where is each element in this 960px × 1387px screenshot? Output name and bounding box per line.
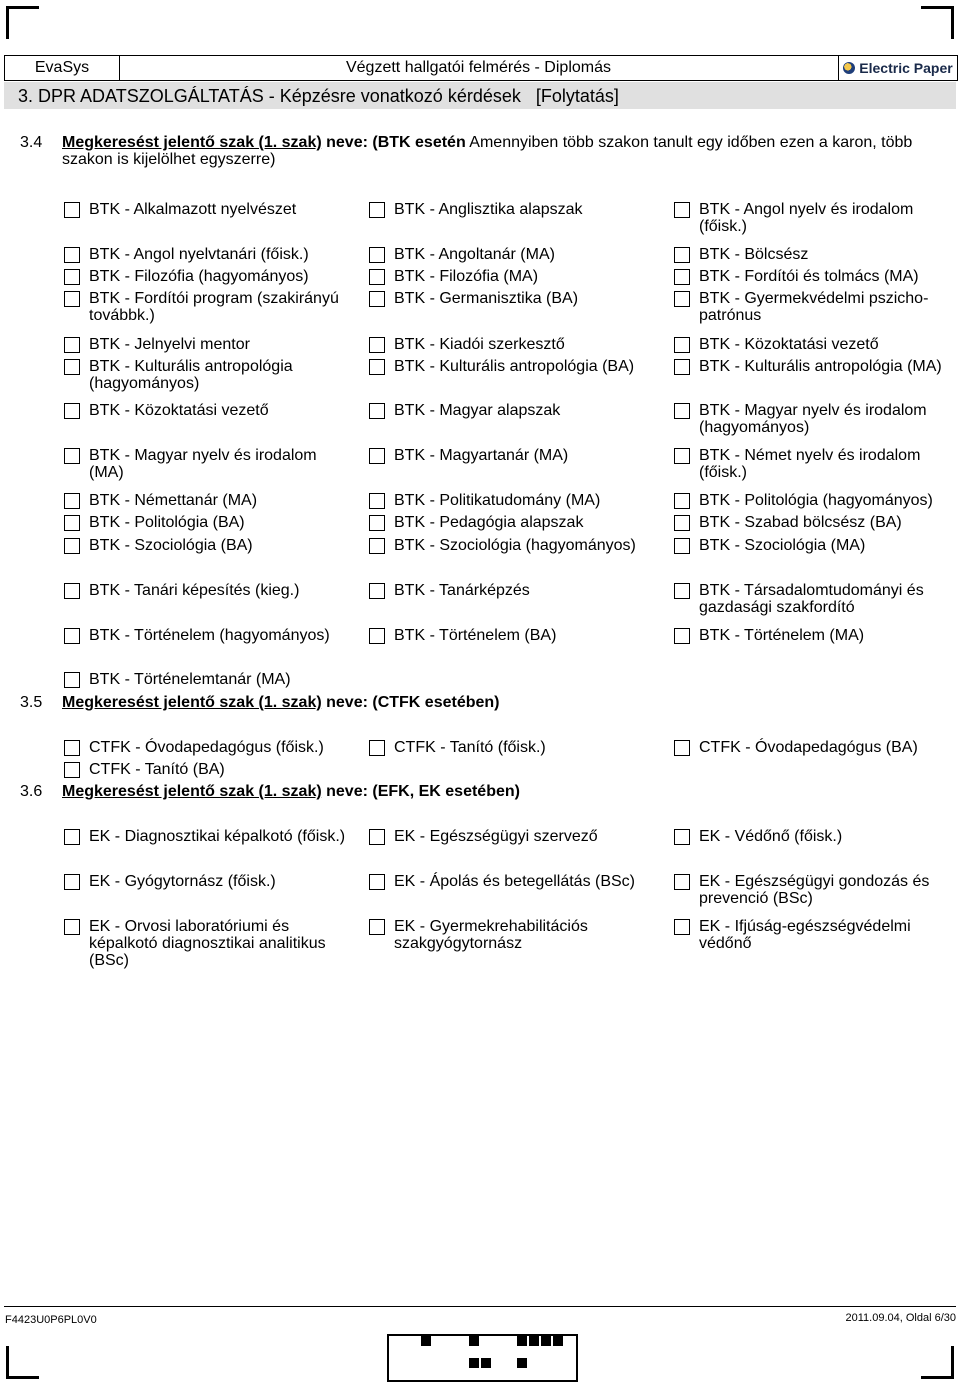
checkbox[interactable]: [674, 291, 690, 307]
checkbox[interactable]: [369, 740, 385, 756]
question-text: Megkeresést jelentő szak (1. szak) neve: (EFK, EK esetében): [62, 783, 520, 800]
checkbox-label: BTK - Filozófia (MA): [394, 268, 539, 285]
checkbox[interactable]: [674, 740, 690, 756]
checkbox-label: BTK - Politológia (hagyományos): [699, 492, 933, 509]
checkbox[interactable]: [369, 247, 385, 263]
checkbox-label: BTK - Jelnyelvi mentor: [89, 336, 250, 353]
checkbox[interactable]: [64, 337, 80, 353]
checkbox-label: BTK - Szociológia (MA): [699, 537, 866, 554]
checkbox-label: BTK - Kiadói szerkesztő: [394, 336, 565, 353]
checkbox[interactable]: [674, 538, 690, 554]
checkbox[interactable]: [674, 403, 690, 419]
date-and-page: 2011.09.04, Oldal 6/30: [845, 1312, 956, 1324]
checkbox[interactable]: [369, 403, 385, 419]
checkbox-label: BTK - Angol nyelv és irodalom (főisk.): [699, 201, 914, 235]
checkbox[interactable]: [674, 874, 690, 890]
checkbox[interactable]: [369, 538, 385, 554]
checkbox[interactable]: [64, 583, 80, 599]
checkbox[interactable]: [369, 202, 385, 218]
form-id: F4423U0P6PL0V0: [5, 1314, 97, 1326]
checkbox-label: BTK - Társadalomtudományi és gazdasági szakfordító: [699, 582, 924, 616]
question-text: Megkeresést jelentő szak (1. szak) neve: (CTFK esetében): [62, 694, 500, 711]
electric-paper-logo-icon: [843, 62, 855, 74]
checkbox[interactable]: [369, 628, 385, 644]
header-app-name: EvaSys: [5, 56, 120, 80]
checkbox[interactable]: [674, 493, 690, 509]
checkbox[interactable]: [369, 919, 385, 935]
checkbox-label: CTFK - Óvodapedagógus (BA): [699, 739, 918, 756]
checkbox-label: BTK - Tanárképzés: [394, 582, 530, 599]
registration-mark-bottom-left: [6, 1346, 39, 1379]
checkbox[interactable]: [674, 919, 690, 935]
checkbox[interactable]: [674, 247, 690, 263]
checkbox[interactable]: [674, 448, 690, 464]
checkbox[interactable]: [674, 829, 690, 845]
checkbox[interactable]: [369, 493, 385, 509]
checkbox-label: EK - Orvosi laboratóriumi és képalkotó diagnosztikai analitikus (BSc): [89, 918, 326, 969]
checkbox[interactable]: [674, 269, 690, 285]
checkbox-label: BTK - Germanisztika (BA): [394, 290, 579, 307]
checkbox[interactable]: [64, 403, 80, 419]
question-number: 3.6: [20, 783, 43, 800]
checkbox[interactable]: [64, 672, 80, 688]
registration-mark-top-right: [921, 6, 954, 39]
question-number: 3.4: [20, 134, 43, 151]
checkbox-label: BTK - Fordítói program (szakirányú továbbk.): [89, 290, 339, 324]
checkbox-label: BTK - Közoktatási vezető: [89, 402, 269, 419]
checkbox[interactable]: [674, 583, 690, 599]
checkbox-label: BTK - Német nyelv és irodalom (főisk.): [699, 447, 921, 481]
checkbox[interactable]: [674, 515, 690, 531]
checkbox-label: EK - Ápolás és betegellátás (BSc): [394, 873, 636, 890]
checkbox-label: EK - Gyógytornász (főisk.): [89, 873, 276, 890]
checkbox-label: BTK - Angol nyelvtanári (főisk.): [89, 246, 309, 263]
checkbox-label: BTK - Bölcsész: [699, 246, 809, 263]
checkbox-label: CTFK - Tanító (BA): [89, 761, 225, 778]
checkbox[interactable]: [64, 448, 80, 464]
checkbox[interactable]: [64, 628, 80, 644]
checkbox[interactable]: [674, 337, 690, 353]
checkbox-label: BTK - Szociológia (hagyományos): [394, 537, 636, 554]
registration-mark-top-left: [6, 6, 39, 39]
checkbox[interactable]: [674, 202, 690, 218]
checkbox-label: BTK - Kulturális antropológia (BA): [394, 358, 635, 375]
checkbox[interactable]: [674, 628, 690, 644]
question-number: 3.5: [20, 694, 43, 711]
checkbox[interactable]: [369, 269, 385, 285]
checkbox-label: BTK - Történelem (BA): [394, 627, 557, 644]
checkbox[interactable]: [369, 515, 385, 531]
checkbox-label: EK - Ifjúság-egészségvédelmi védőnő: [699, 918, 911, 952]
header-survey-title: Végzett hallgatói felmérés - Diplomás: [345, 59, 611, 76]
footer-divider: [4, 1306, 956, 1307]
checkbox-label: BTK - Magyar nyelv és irodalom (hagyományos): [699, 402, 927, 436]
checkbox-label: EK - Gyermekrehabilitációs szakgyógytornász: [394, 918, 588, 952]
checkbox-label: BTK - Magyar nyelv és irodalom (MA): [89, 447, 317, 481]
checkbox[interactable]: [64, 291, 80, 307]
checkbox-label: EK - Egészségügyi gondozás és prevenció (BSc): [699, 873, 930, 907]
checkbox[interactable]: [64, 269, 80, 285]
checkbox[interactable]: [64, 919, 80, 935]
checkbox[interactable]: [369, 583, 385, 599]
checkbox-label: BTK - Történelemtanár (MA): [89, 671, 291, 688]
checkbox[interactable]: [64, 515, 80, 531]
checkbox-label: BTK - Tanári képesítés (kieg.): [89, 582, 300, 599]
checkbox[interactable]: [369, 874, 385, 890]
checkbox[interactable]: [64, 359, 80, 375]
checkbox[interactable]: [64, 493, 80, 509]
checkbox-label: BTK - Alkalmazott nyelvészet: [89, 201, 297, 218]
checkbox[interactable]: [369, 359, 385, 375]
checkbox-label: BTK - Némettanár (MA): [89, 492, 258, 509]
checkbox-label: BTK - Gyermekvédelmi pszicho-patrónus: [699, 290, 929, 324]
registration-mark-bottom-right: [921, 1346, 954, 1379]
checkbox-label: CTFK - Óvodapedagógus (főisk.): [89, 739, 324, 756]
checkbox-label: EK - Egészségügyi szervező: [394, 828, 598, 845]
checkbox-label: BTK - Politológia (BA): [89, 514, 245, 531]
checkbox-label: BTK - Magyartanár (MA): [394, 447, 569, 464]
checkbox[interactable]: [64, 762, 80, 778]
checkbox-label: CTFK - Tanító (főisk.): [394, 739, 546, 756]
checkbox[interactable]: [64, 874, 80, 890]
checkbox-label: BTK - Kulturális antropológia (MA): [699, 358, 942, 375]
section-title: 3. DPR ADATSZOLGÁLTATÁS - Képzésre vonatkozó kérdések [Folytatás]: [18, 86, 619, 106]
checkbox[interactable]: [64, 538, 80, 554]
brand-logo: [838, 56, 957, 80]
checkbox-label: BTK - Kulturális antropológia (hagyományos): [89, 358, 293, 392]
checkbox[interactable]: [64, 829, 80, 845]
checkbox-label: BTK - Közoktatási vezető: [699, 336, 879, 353]
checkbox-label: BTK - Filozófia (hagyományos): [89, 268, 309, 285]
checkbox-label: BTK - Angoltanár (MA): [394, 246, 555, 263]
checkbox[interactable]: [64, 740, 80, 756]
checkbox-label: BTK - Történelem (MA): [699, 627, 865, 644]
checkbox-label: BTK - Politikatudomány (MA): [394, 492, 601, 509]
section-title-bar: [4, 82, 956, 109]
checkbox[interactable]: [369, 448, 385, 464]
checkbox-label: BTK - Szabad bölcsész (BA): [699, 514, 902, 531]
brand-name: Electric Paper: [859, 60, 953, 76]
checkbox-label: EK - Védőnő (főisk.): [699, 828, 843, 845]
checkbox-label: BTK - Anglisztika alapszak: [394, 201, 583, 218]
checkbox-label: EK - Diagnosztikai képalkotó (főisk.): [89, 828, 346, 845]
checkbox[interactable]: [369, 291, 385, 307]
checkbox-label: BTK - Magyar alapszak: [394, 402, 561, 419]
checkbox[interactable]: [674, 359, 690, 375]
checkbox[interactable]: [64, 247, 80, 263]
checkbox-label: BTK - Fordítói és tolmács (MA): [699, 268, 919, 285]
form-header: [4, 55, 958, 81]
checkbox[interactable]: [369, 337, 385, 353]
checkbox-label: BTK - Szociológia (BA): [89, 537, 253, 554]
page-barcode: [387, 1334, 578, 1382]
checkbox[interactable]: [369, 829, 385, 845]
question-text: Megkeresést jelentő szak (1. szak) neve: (BTK esetén Amennyiben több szakon tanult egy időben ezen a karon, több szakon is kijelölhet egyszerre): [62, 134, 913, 168]
checkbox[interactable]: [64, 202, 80, 218]
checkbox-label: BTK - Pedagógia alapszak: [394, 514, 584, 531]
checkbox-label: BTK - Történelem (hagyományos): [89, 627, 330, 644]
